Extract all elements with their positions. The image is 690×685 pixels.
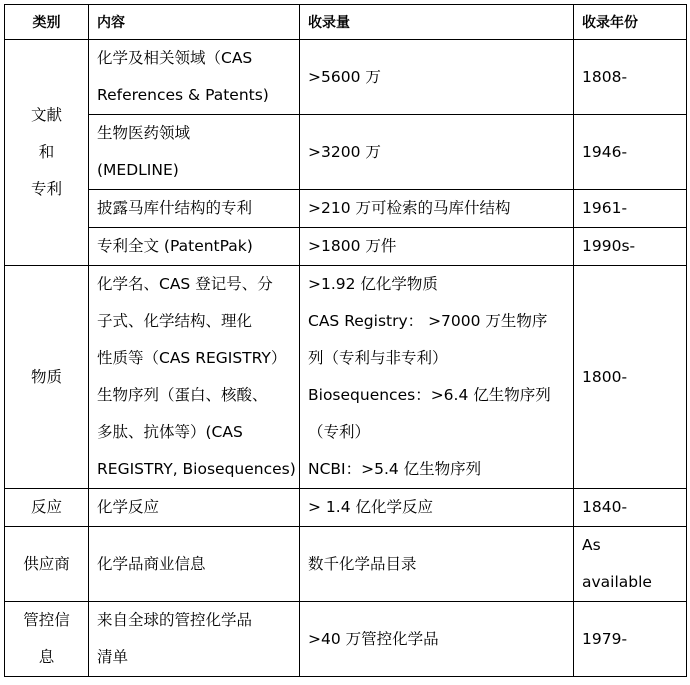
content-line: REGISTRY, Biosequences) xyxy=(97,460,296,478)
years-line: available xyxy=(582,573,652,591)
category-line: 专利 xyxy=(30,180,62,198)
years-cell xyxy=(574,228,687,266)
content-cell xyxy=(89,40,300,115)
content-cell xyxy=(89,228,300,266)
years-cell xyxy=(574,602,687,677)
table-body xyxy=(5,40,687,677)
volume-line: 数千化学品目录 xyxy=(308,554,417,573)
volume-line: Biosequences：>6.4 亿生物序列 xyxy=(308,386,551,404)
content-line: 生物序列（蛋白、核酸、 xyxy=(97,386,268,404)
content-line: (MEDLINE) xyxy=(97,161,179,179)
category-cell xyxy=(5,527,89,602)
volume-cell xyxy=(300,40,574,115)
years-cell xyxy=(574,489,687,527)
years-cell xyxy=(574,40,687,115)
category-line: 文献 xyxy=(30,106,62,124)
volume-cell xyxy=(300,489,574,527)
years-line: 1990s- xyxy=(582,237,636,255)
content-cell xyxy=(89,115,300,190)
volume-line: >1.92 亿化学物质 xyxy=(308,275,438,293)
volume-line: （专利） xyxy=(308,423,371,441)
table-row xyxy=(5,115,687,190)
volume-line: NCBI：>5.4 亿生物序列 xyxy=(308,460,482,478)
table-row xyxy=(5,489,687,527)
years-line: 1800- xyxy=(582,367,628,386)
content-line: 披露马库什结构的专利 xyxy=(97,199,253,217)
content-cell xyxy=(89,527,300,602)
header-years: 收录年份 xyxy=(574,5,687,40)
content-line: 化学名、CAS 登记号、分 xyxy=(97,275,273,293)
years-line: 1946- xyxy=(582,142,628,161)
content-line: 多肽、抗体等）(CAS xyxy=(97,423,243,441)
category-cell xyxy=(5,40,89,266)
content-line: 专利全文 (PatentPak) xyxy=(97,237,253,255)
years-line: 1961- xyxy=(582,199,628,217)
category-line: 和 xyxy=(38,143,55,161)
content-line: 化学品商业信息 xyxy=(97,554,206,573)
years-line: 1808- xyxy=(582,67,628,86)
content-line: 清单 xyxy=(97,648,129,666)
content-cell xyxy=(89,190,300,228)
content-cell xyxy=(89,266,300,489)
volume-cell xyxy=(300,527,574,602)
volume-cell xyxy=(300,602,574,677)
header-volume: 收录量 xyxy=(300,5,574,40)
volume-line: >40 万管控化学品 xyxy=(308,629,439,648)
volume-line: >210 万可检索的马库什结构 xyxy=(308,199,511,217)
volume-line: >1800 万件 xyxy=(308,237,397,255)
table-row xyxy=(5,266,687,489)
content-cell xyxy=(89,489,300,527)
content-cell xyxy=(89,602,300,677)
header-content: 内容 xyxy=(89,5,300,40)
volume-cell xyxy=(300,190,574,228)
volume-line: >5600 万 xyxy=(308,67,381,86)
category-line: 反应 xyxy=(30,498,62,516)
content-line: 生物医药领域 xyxy=(97,124,191,142)
table-row xyxy=(5,602,687,677)
years-line: As xyxy=(582,536,601,554)
table-row xyxy=(5,527,687,602)
volume-line: 列（专利与非专利） xyxy=(308,349,448,367)
years-cell xyxy=(574,115,687,190)
category-line: 供应商 xyxy=(23,554,70,573)
volume-cell xyxy=(300,115,574,190)
category-cell xyxy=(5,489,89,527)
header-category: 类别 xyxy=(5,5,89,40)
category-line: 息 xyxy=(38,648,55,666)
years-cell xyxy=(574,266,687,489)
table-row xyxy=(5,190,687,228)
content-line: References & Patents) xyxy=(97,86,269,104)
content-line: 化学反应 xyxy=(97,498,160,516)
content-line: 性质等（CAS REGISTRY） xyxy=(97,349,287,367)
years-cell xyxy=(574,190,687,228)
volume-cell xyxy=(300,228,574,266)
content-line: 来自全球的管控化学品 xyxy=(97,611,253,629)
category-line: 物质 xyxy=(30,367,62,386)
content-line: 子式、化学结构、理化 xyxy=(97,312,253,330)
table-row xyxy=(5,228,687,266)
table-row xyxy=(5,40,687,115)
years-cell xyxy=(574,527,687,602)
volume-line: >3200 万 xyxy=(308,142,381,161)
volume-line: CAS Registry： >7000 万生物序 xyxy=(308,312,548,330)
volume-cell xyxy=(300,266,574,489)
years-line: 1979- xyxy=(582,629,628,648)
category-cell xyxy=(5,602,89,677)
volume-line: > 1.4 亿化学反应 xyxy=(308,498,433,516)
category-cell xyxy=(5,266,89,489)
database-coverage-table xyxy=(4,4,687,677)
years-line: 1840- xyxy=(582,498,628,516)
category-line: 管控信 xyxy=(23,611,70,629)
header-row xyxy=(5,5,687,40)
content-line: 化学及相关领域（CAS xyxy=(97,49,253,67)
